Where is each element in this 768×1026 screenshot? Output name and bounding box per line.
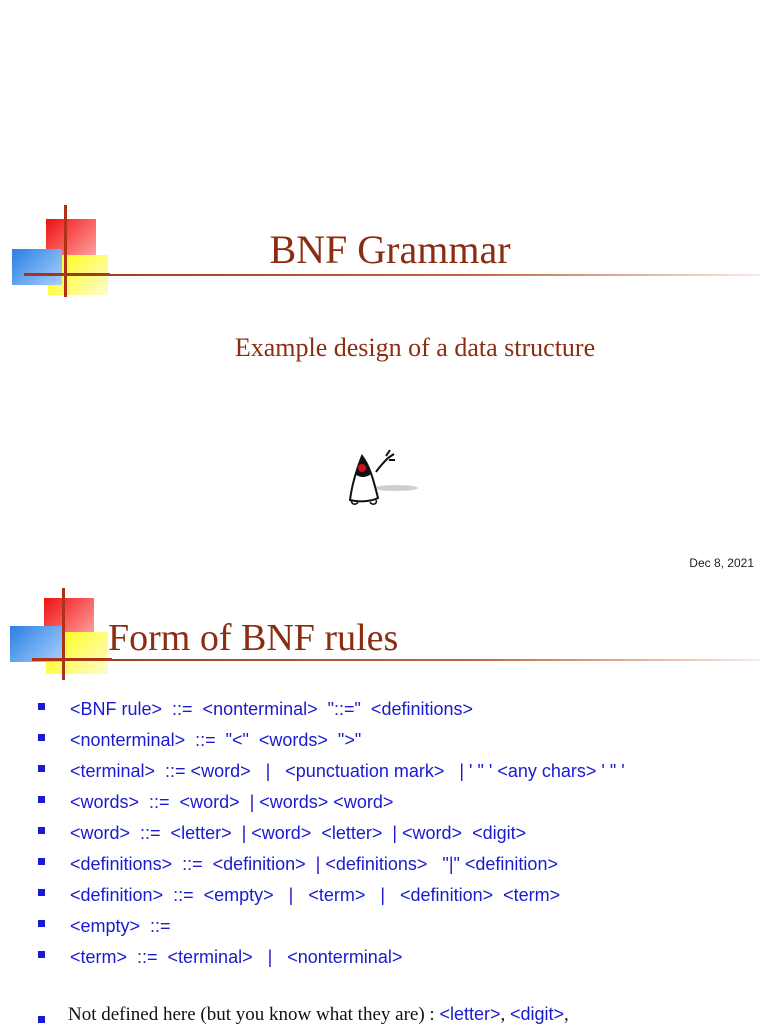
slide-title: BNF Grammar (269, 227, 511, 272)
bullet-icon (38, 827, 45, 834)
bullet-icon (38, 1016, 45, 1023)
bullet-icon (38, 920, 45, 927)
slide-logo (8, 588, 112, 683)
slide-title: Form of BNF rules (108, 617, 399, 659)
duke-mascot-icon (340, 444, 424, 506)
note-code-letter: <letter> (439, 1004, 501, 1024)
bullet-icon (38, 734, 45, 741)
bullet-icon (38, 858, 45, 865)
bullet-icon (38, 889, 45, 896)
slide-date: Dec 8, 2021 (689, 556, 754, 570)
bullet-icon (38, 703, 45, 710)
slide-subtitle: Example design of a data structure (234, 333, 596, 362)
note-code-digit: <digit> (509, 1004, 565, 1024)
note-separator: , (500, 1004, 510, 1025)
note-trailing: , (564, 1004, 569, 1025)
note-text: Not defined here (but you know what they are) : (68, 1004, 440, 1025)
title-underline (60, 274, 760, 276)
bullet-icon (38, 765, 45, 772)
bullet-icon (38, 796, 45, 803)
content-slide: Form of BNF rules <BNF rule> ::= <nonterminal> "::=" <definitions> <nonterminal> ::= "<" <words> ">" <terminal> ::= <word> | <punctuation mark> | ' " ' <any chars> ' " ' <words> ::= <word> | <words> <word> <word> ::= <letter> | <word> <letter> | <word> <digit> <definitions> ::= <definition> | <definitions> "|" <definition> <definition> ::= <empty> | <term> | <definition> <term> <empty> ::= <term> ::= <terminal> | <nonterminal> Not defined here (but you know what they are) : <letter>, <digit>, (0, 580, 768, 1024)
bullet-icon (38, 951, 45, 958)
